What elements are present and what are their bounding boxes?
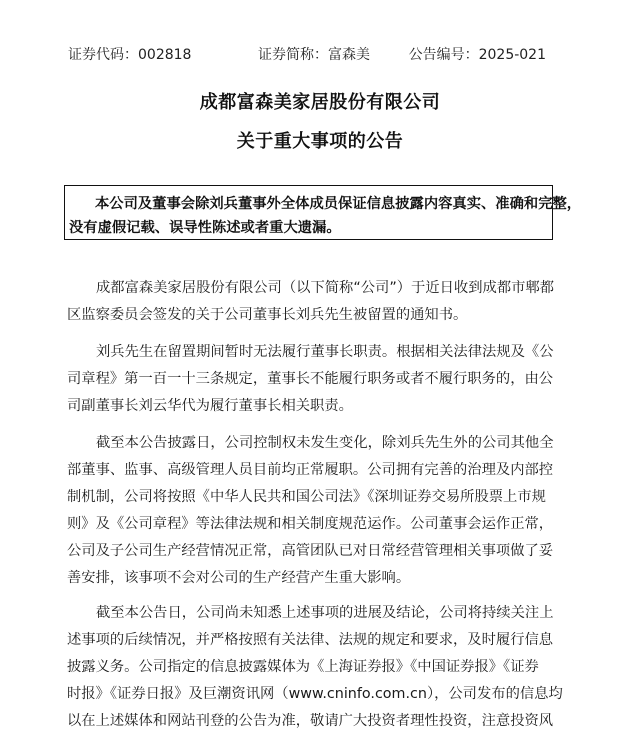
paragraph-line: 截至本公告日，公司尚未知悉上述事项的进展及结论，公司将持续关注上 <box>96 605 554 621</box>
paragraph-line: 截至本公告披露日，公司控制权未发生变化，除刘兵先生外的公司其他全 <box>96 435 554 451</box>
announcement-header <box>68 44 546 66</box>
stock-code: 证券代码：002818 <box>68 47 192 63</box>
paragraph-line: 刘兵先生在留置期间暂时无法履行董事长职责。根据相关法律法规及《公 <box>96 344 554 360</box>
paragraph-line: 成都富森美家居股份有限公司（以下简称“公司”）于近日收到成都市郫都 <box>96 280 555 296</box>
notice-line: 本公司及董事会除刘兵董事外全体成员保证信息披露内容真实、准确和完整， <box>95 196 582 212</box>
paragraph-line: 司章程》第一百一十三条规定，董事长不能履行职务或者不履行职务的，由公 <box>67 371 554 387</box>
body-paragraph <box>67 339 556 420</box>
paragraph-line: 制机制，公司将按照《中华人民共和国公司法》《深圳证券交易所股票上市规 <box>67 489 546 505</box>
paragraph-line: 以在上述媒体和网站刊登的公告为准，敬请广大投资者理性投资，注意投资风 <box>67 713 554 729</box>
company-name-title: 成都富森美家居股份有限公司 <box>199 92 441 113</box>
paragraph-line: 公司及子公司生产经营情况正常，高管团队已对日常经营管理相关事项做了妥 <box>67 543 554 559</box>
body-paragraph <box>67 275 556 329</box>
body-paragraph <box>67 600 563 735</box>
paragraph-line: 善安排，该事项不会对公司的生产经营产生重大影响。 <box>67 570 411 586</box>
body-paragraph <box>67 430 556 592</box>
notice-line: 没有虚假记载、误导性陈述或者重大遗漏。 <box>69 220 341 236</box>
announcement-number: 公告编号：2025-021 <box>408 47 546 63</box>
paragraph-line: 司副董事长刘云华代为履行董事长相关职责。 <box>67 398 353 414</box>
paragraph-line: 则》及《公司章程》等法律法规和相关制度规范运作。公司董事会运作正常， <box>67 516 554 532</box>
board-guarantee-notice <box>64 185 582 240</box>
stock-abbreviation: 证券简称：富森美 <box>258 47 370 63</box>
paragraph-line: 部董事、监事、高级管理人员目前均正常履职。公司拥有完善的治理及内部控 <box>67 462 554 478</box>
paragraph-line: 披露义务。公司指定的信息披露媒体为《上海证券报》《中国证券报》《证券 <box>67 659 539 675</box>
paragraph-line: 时报》《证券日报》及巨潮资讯网（www.cninfo.com.cn），公司发布的信息均 <box>67 686 563 702</box>
announcement-subject-title: 关于重大事项的公告 <box>236 131 404 152</box>
paragraph-line: 述事项的后续情况，并严格按照有关法律、法规的规定和要求，及时履行信息 <box>67 632 554 648</box>
paragraph-line: 区监察委员会签发的关于公司董事长刘兵先生被留置的通知书。 <box>67 307 468 323</box>
